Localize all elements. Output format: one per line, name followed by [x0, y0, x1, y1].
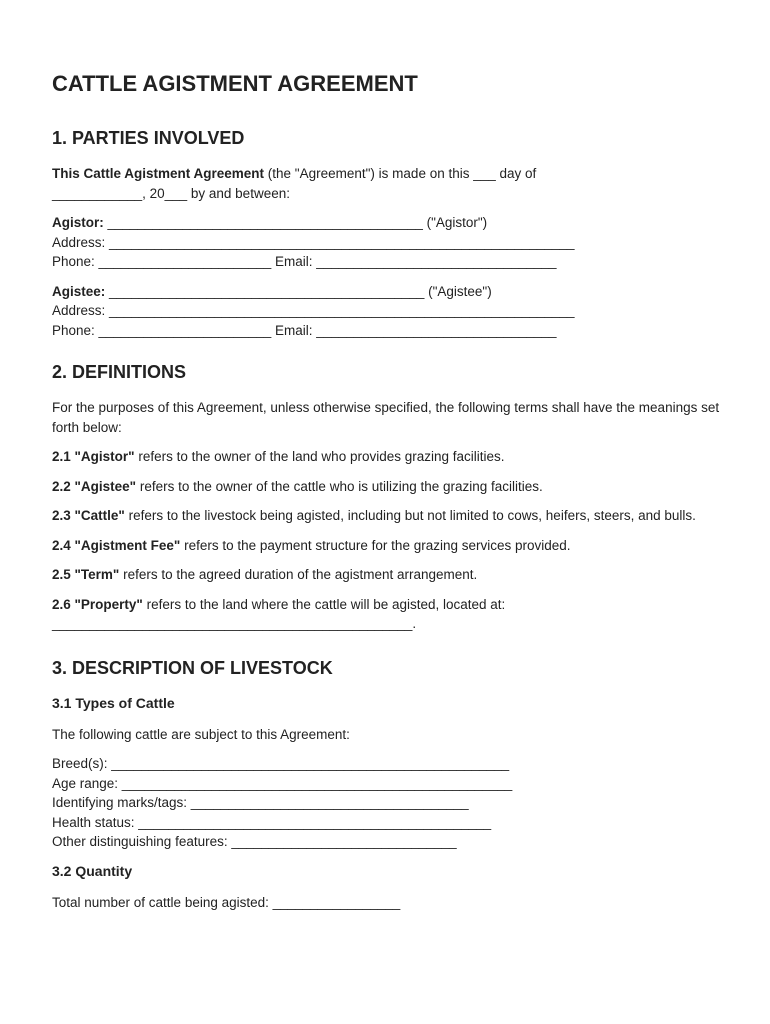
definition-item	[52, 477, 732, 497]
agistor-block	[52, 213, 732, 272]
breed-field: Breed(s): _____________________________________________________	[52, 756, 510, 771]
definition-text: refers to the land where the cattle will be agisted, located at:	[142, 596, 506, 612]
definition-text: refers to the livestock being agisted, including but not limited to cows, heifers, steers, and bulls.	[124, 508, 696, 523]
agistor-label: Agistor:	[52, 215, 104, 230]
definition-term: 2.1 "Agistor"	[52, 449, 135, 464]
definition-text: refers to the owner of the land who provides grazing facilities.	[134, 449, 505, 464]
agistee-phone-email: Phone: _______________________ Email: ________________________________	[52, 322, 557, 338]
intro-rest: (the "Agreement") is made on this ___ day of	[264, 166, 537, 181]
section-heading-livestock: 3. DESCRIPTION OF LIVESTOCK	[52, 657, 333, 678]
definition-item	[52, 565, 732, 585]
agistor-phone-email: Phone: _______________________ Email: ________________________________	[52, 254, 557, 269]
document-title: CATTLE AGISTMENT AGREEMENT	[52, 71, 418, 96]
definition-term: 2.3 "Cattle"	[52, 508, 125, 523]
agistee-label: Agistee:	[52, 283, 106, 299]
subsection-heading-quantity: 3.2 Quantity	[52, 862, 133, 879]
age-range-field: Age range: ____________________________________________________	[52, 775, 513, 791]
quantity-line: Total number of cattle being agisted: _________________	[52, 894, 401, 910]
types-intro: The following cattle are subject to this Agreement:	[52, 726, 350, 742]
definition-item-property	[52, 595, 732, 634]
intro-line2: ____________, 20___ by and between:	[52, 185, 290, 201]
definition-item	[52, 536, 732, 556]
section-parties	[52, 126, 732, 340]
section-heading-definitions: 2. DEFINITIONS	[52, 362, 187, 382]
subsection-heading-types: 3.1 Types of Cattle	[52, 694, 175, 711]
livestock-fields	[52, 754, 732, 852]
section-livestock	[52, 656, 732, 913]
definition-text: refers to the payment structure for the grazing services provided.	[180, 537, 571, 553]
marks-tags-field: Identifying marks/tags: _____________________________________	[52, 795, 469, 810]
definition-term: 2.4 "Agistment Fee"	[52, 537, 181, 553]
definition-item	[52, 506, 732, 526]
definition-term: 2.6 "Property"	[52, 596, 143, 612]
section-definitions	[52, 360, 732, 634]
property-line: ________________________________________________.	[52, 616, 417, 631]
definitions-intro: For the purposes of this Agreement, unless otherwise specified, the following terms shall have the meanings set forth below:	[52, 400, 720, 435]
agistor-address: Address: ______________________________________________________________	[52, 234, 575, 250]
intro-paragraph	[52, 164, 732, 203]
definition-text: refers to the owner of the cattle who is utilizing the grazing facilities.	[136, 478, 543, 494]
distinguishing-features-field: Other distinguishing features: ______________________________	[52, 834, 457, 849]
definition-text: refers to the agreed duration of the agistment arrangement.	[119, 567, 478, 582]
definition-item	[52, 447, 732, 467]
intro-bold: This Cattle Agistment Agreement	[52, 166, 265, 181]
definition-term: 2.5 "Term"	[52, 567, 120, 582]
definition-term: 2.2 "Agistee"	[52, 478, 137, 494]
agistee-block	[52, 282, 732, 341]
agistee-address: Address: ______________________________________________________________	[52, 303, 575, 318]
health-status-field: Health status: _______________________________________________	[52, 814, 492, 830]
document-page	[52, 70, 732, 934]
agistor-name-line: __________________________________________ ("Agistor")	[103, 215, 488, 230]
section-heading-parties: 1. PARTIES INVOLVED	[52, 128, 245, 148]
agistee-name-line: __________________________________________ ("Agistee")	[105, 283, 492, 299]
